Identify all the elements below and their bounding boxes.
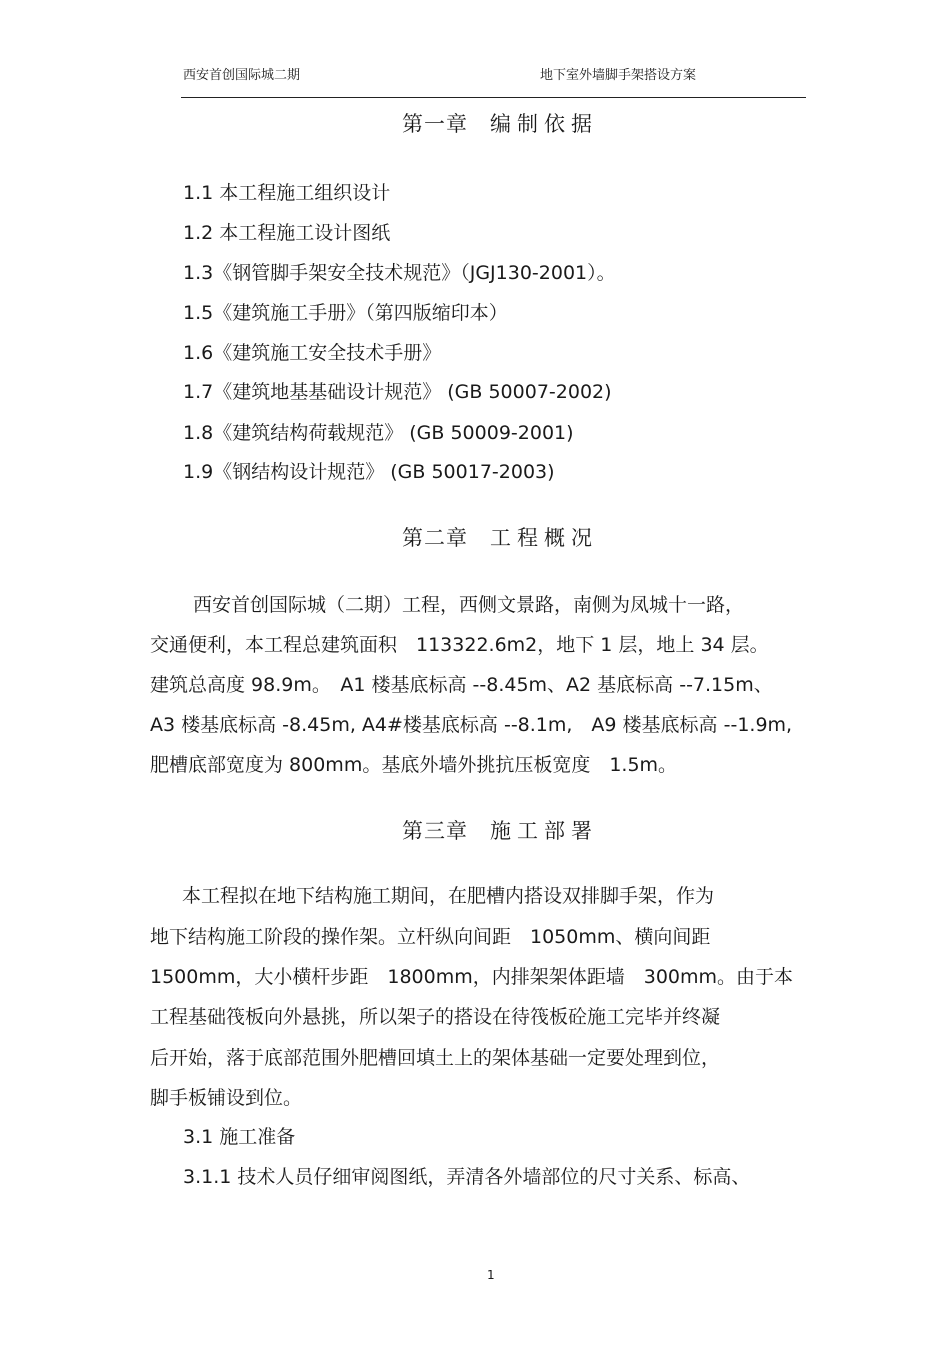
chapter-2-heading	[402, 522, 598, 552]
page-number: 1	[487, 1268, 495, 1282]
reference-item: 1.2 本工程施工设计图纸	[183, 222, 391, 244]
overview-line: 建筑总高度 98.9m。 A1 楼基底标高 --8.45m、A2 基底标高 --7.15m、	[150, 674, 773, 696]
header-project-name: 西安首创国际城二期	[183, 68, 301, 83]
header-document-title: 地下室外墙脚手架搭设方案	[540, 68, 697, 83]
chapter-1-number: 第一章	[402, 112, 468, 136]
chapter-2-title: 工程概况	[490, 526, 598, 550]
deployment-line: 工程基础筏板向外悬挑，所以架子的搭设在待筏板砼施工完毕并终凝	[150, 1006, 721, 1028]
reference-item: 1.6《建筑施工安全技术手册》	[183, 342, 442, 364]
reference-item: 1.9《钢结构设计规范》 (GB 50017-2003)	[183, 461, 555, 483]
overview-line: 交通便利，本工程总建筑面积 113322.6m2，地下 1 层，地上 34 层。	[150, 634, 769, 656]
chapter-1-title: 编制依据	[490, 112, 598, 136]
reference-item: 1.8《建筑结构荷载规范》 (GB 50009-2001)	[183, 422, 574, 444]
deployment-line: 1500mm，大小横杆步距 1800mm，内排架架体距墙 300mm。由于本	[150, 966, 794, 988]
deployment-line: 地下结构施工阶段的操作架。立杆纵向间距 1050mm、横向间距	[150, 926, 711, 948]
deployment-line: 脚手板铺设到位。	[150, 1087, 303, 1109]
chapter-3-number: 第三章	[402, 819, 468, 843]
overview-line: 肥槽底部宽度为 800mm。基底外墙外挑抗压板宽度 1.5m。	[150, 754, 678, 776]
overview-line: 西安首创国际城（二期）工程，西侧文景路，南侧为凤城十一路，	[193, 594, 745, 616]
reference-item: 1.5《建筑施工手册》（第四版缩印本）	[183, 302, 508, 324]
deployment-line: 后开始，落于底部范围外肥槽回填土上的架体基础一定要处理到位，	[150, 1047, 721, 1069]
chapter-3-heading	[402, 815, 598, 845]
reference-item: 1.1 本工程施工组织设计	[183, 182, 391, 204]
chapter-1-heading	[402, 108, 598, 138]
reference-item: 1.3《钢管脚手架安全技术规范》（JGJ130-2001）。	[183, 262, 616, 284]
deployment-line: 本工程拟在地下结构施工期间，在肥槽内搭设双排脚手架，作为	[182, 885, 715, 907]
overview-line: A3 楼基底标高 -8.45m, A4#楼基底标高 --8.1m, A9 楼基底标高 --1.9m,	[150, 714, 793, 736]
section-3-1-heading: 3.1 施工准备	[183, 1126, 296, 1148]
chapter-3-title: 施工部署	[490, 819, 598, 843]
reference-item: 1.7《建筑地基基础设计规范》 (GB 50007-2002)	[183, 381, 612, 403]
section-3-1-1-text: 3.1.1 技术人员仔细审阅图纸，弄清各外墙部位的尺寸关系、标高、	[183, 1166, 751, 1188]
header-divider	[181, 97, 806, 98]
chapter-2-number: 第二章	[402, 526, 468, 550]
